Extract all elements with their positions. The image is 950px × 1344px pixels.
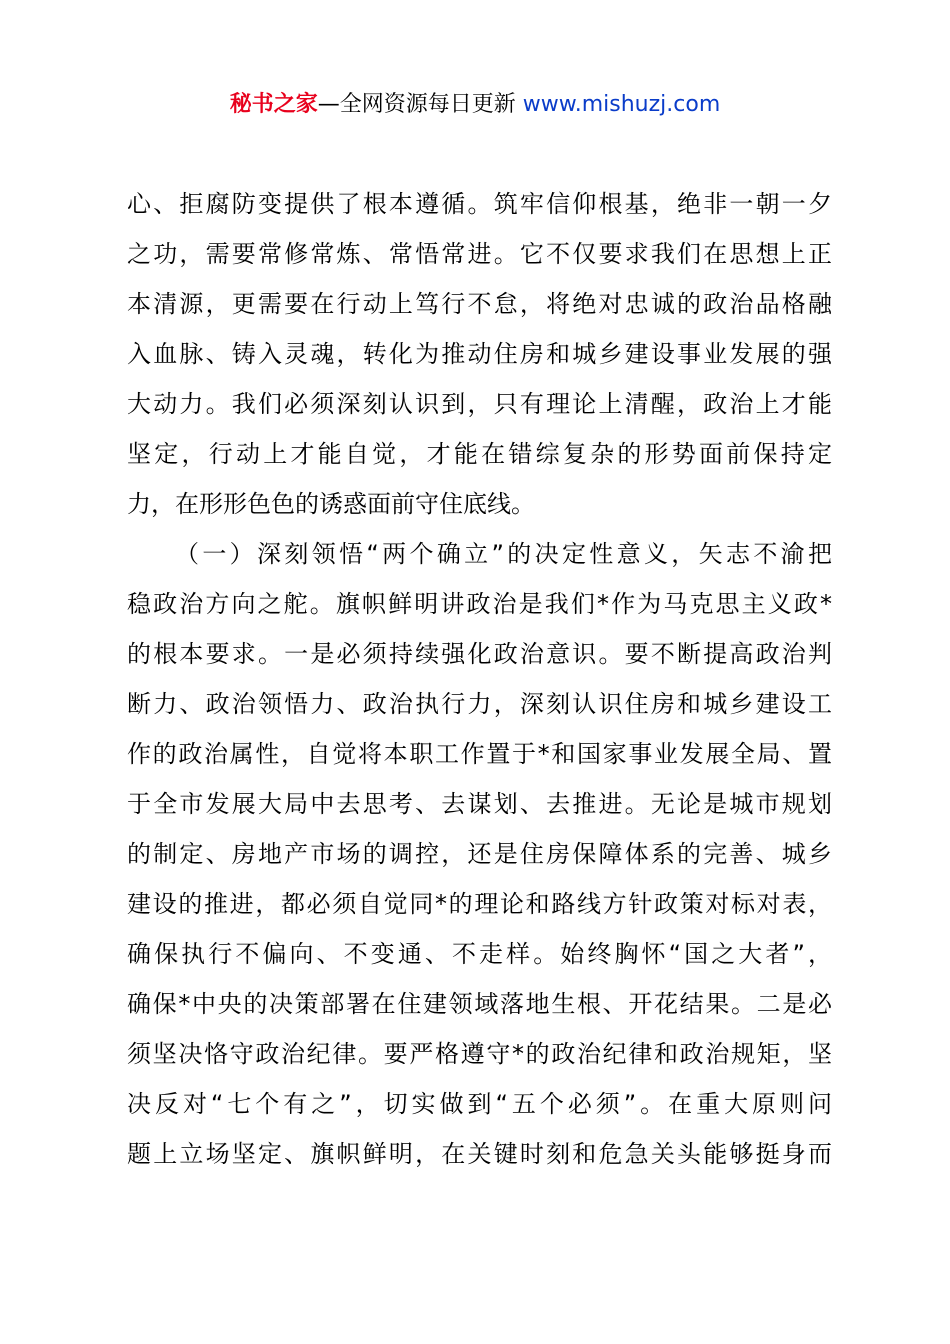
text-line: 大动力。我们必须深刻认识到，只有理论上清醒，政治上才能 — [127, 390, 832, 418]
page-header — [0, 88, 950, 122]
text-line: 稳政治方向之舵。旗帜鲜明讲政治是我们*作为马克思主义政* — [127, 590, 832, 618]
text-line: 之功，需要常修常炼、常悟常进。它不仅要求我们在思想上正 — [127, 240, 832, 268]
text-line: 须坚决恪守政治纪律。要严格遵守*的政治纪律和政治规矩，坚 — [127, 1040, 832, 1068]
text-line: 的根本要求。一是必须持续强化政治意识。要不断提高政治判 — [127, 640, 832, 668]
text-line: 入血脉、铸入灵魂，转化为推动住房和城乡建设事业发展的强 — [127, 340, 832, 368]
text-line: 建设的推进，都必须自觉同*的理论和路线方针政策对标对表， — [127, 890, 832, 918]
section-heading-line: （一）深刻领悟“两个确立”的决定性意义，矢志不渝把 — [175, 540, 832, 568]
text-line: 决反对“七个有之”，切实做到“五个必须”。在重大原则问 — [127, 1090, 832, 1118]
text-line: 力，在形形色色的诱惑面前守住底线。 — [127, 490, 535, 518]
text-line: 坚定，行动上才能自觉，才能在错综复杂的形势面前保持定 — [127, 440, 832, 468]
text-line: 于全市发展大局中去思考、去谋划、去推进。无论是城市规划 — [127, 790, 832, 818]
text-line: 确保*中央的决策部署在住建领域落地生根、开花结果。二是必 — [127, 990, 832, 1018]
site-tagline: —全网资源每日更新 — [317, 92, 523, 117]
site-url[interactable]: www.mishuzj.com — [522, 92, 721, 117]
text-line: 题上立场坚定、旗帜鲜明，在关键时刻和危急关头能够挺身而 — [127, 1140, 832, 1168]
text-line: 断力、政治领悟力、政治执行力，深刻认识住房和城乡建设工 — [127, 690, 832, 718]
text-line: 心、拒腐防变提供了根本遵循。筑牢信仰根基，绝非一朝一夕 — [127, 190, 832, 218]
document-body — [127, 179, 832, 1179]
text-line: 的制定、房地产市场的调控，还是住房保障体系的完善、城乡 — [127, 840, 832, 868]
text-line: 确保执行不偏向、不变通、不走样。始终胸怀“国之大者”， — [127, 940, 832, 968]
text-line: 作的政治属性，自觉将本职工作置于*和国家事业发展全局、置 — [127, 740, 832, 768]
site-brand: 秘书之家 — [229, 92, 318, 117]
text-line: 本清源，更需要在行动上笃行不怠，将绝对忠诚的政治品格融 — [127, 290, 832, 318]
